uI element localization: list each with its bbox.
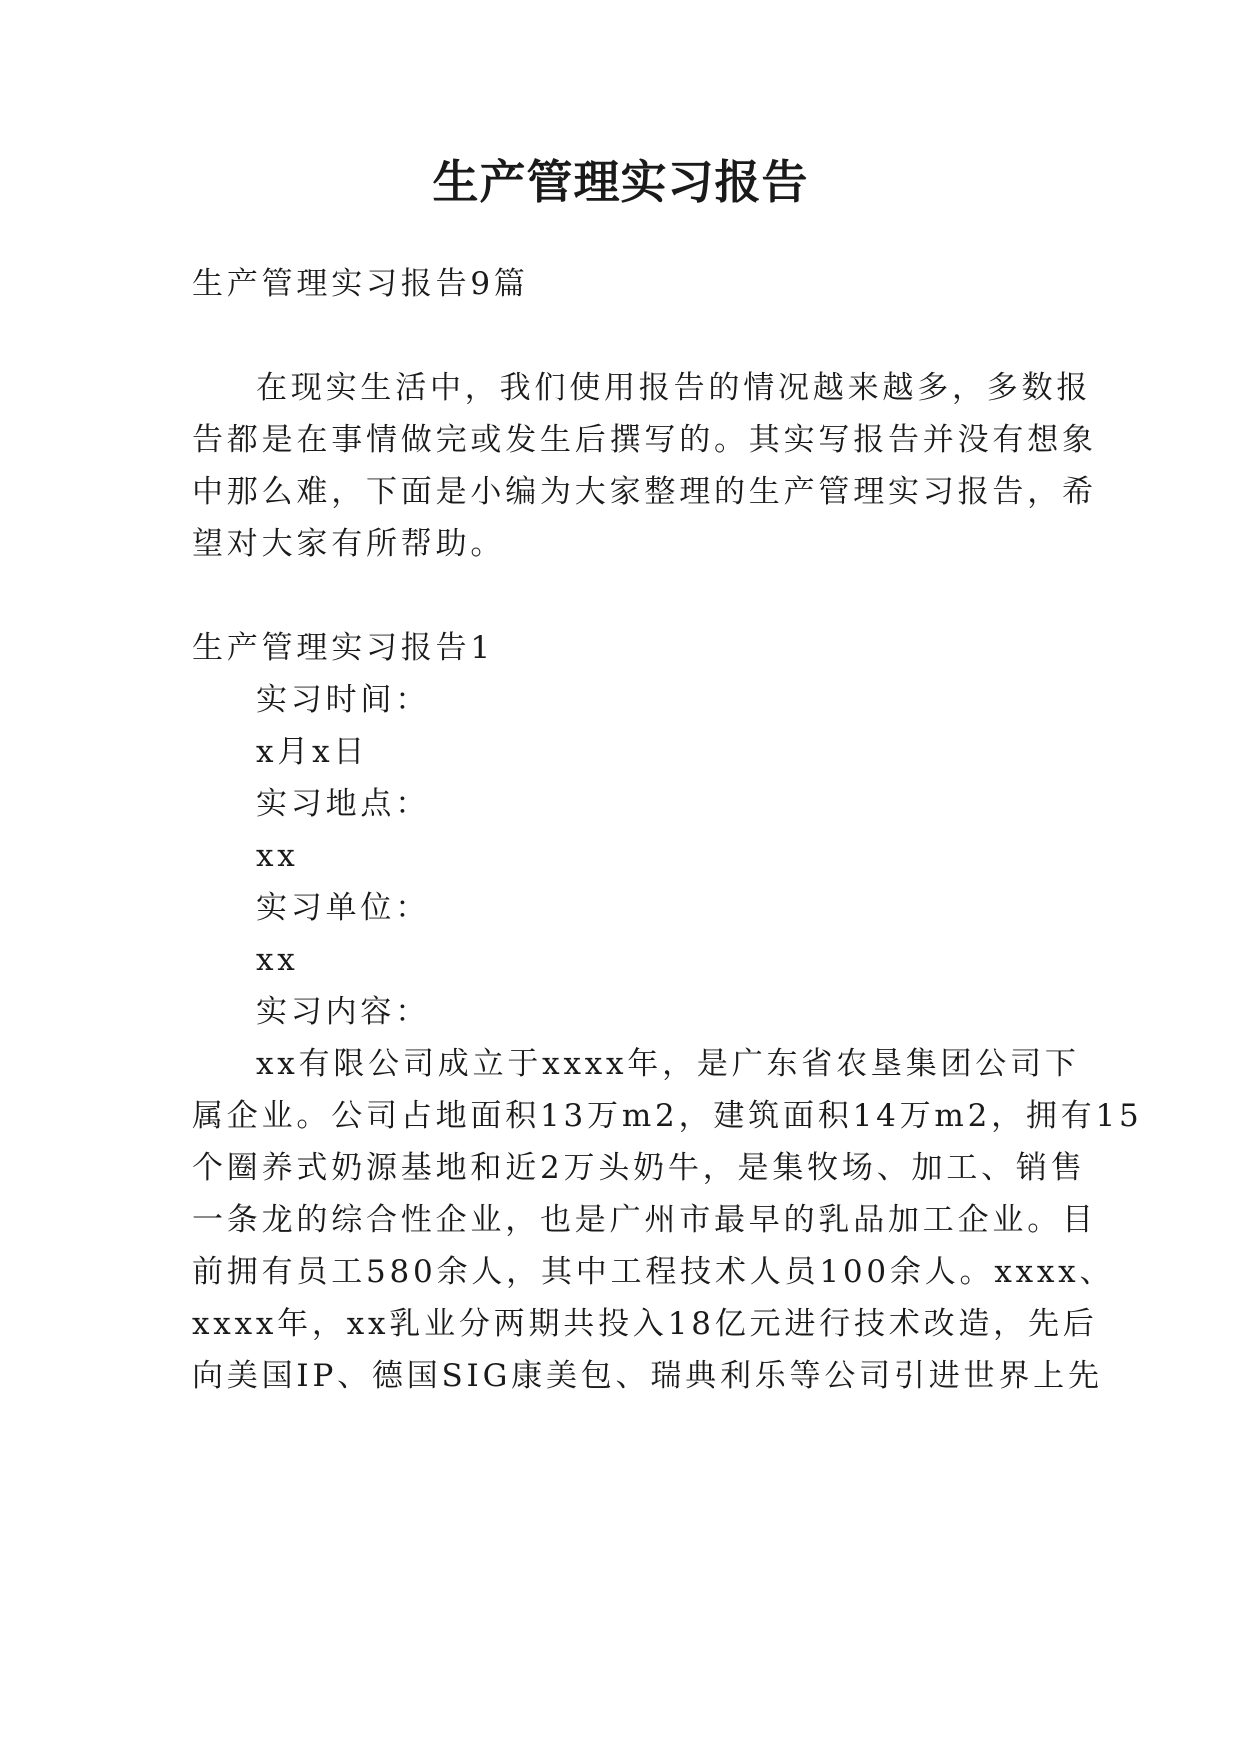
- body-line: xxxx年，xx乳业分两期共投入18亿元进行技术改造，先后: [192, 1306, 1098, 1342]
- field-label-location: 实习地点：: [256, 786, 430, 822]
- intro-line: 中那么难，下面是小编为大家整理的生产管理实习报告，希: [192, 474, 1097, 510]
- body-line: 向美国IP、德国SIG康美包、瑞典利乐等公司引进世界上先: [192, 1358, 1103, 1394]
- field-value-unit: xx: [256, 942, 299, 978]
- field-value-time: x月x日: [256, 734, 369, 770]
- body-line: xx有限公司成立于xxxx年，是广东省农垦集团公司下: [256, 1046, 1080, 1082]
- intro-line: 在现实生活中，我们使用报告的情况越来越多，多数报: [256, 370, 1092, 406]
- body-line: 个圈养式奶源基地和近2万头奶牛，是集牧场、加工、销售: [192, 1150, 1086, 1186]
- body-line: 属企业。公司占地面积13万m2，建筑面积14万m2，拥有15: [192, 1098, 1143, 1134]
- field-label-time: 实习时间：: [256, 682, 430, 718]
- intro-line: 望对大家有所帮助。: [192, 526, 506, 562]
- field-value-location: xx: [256, 838, 299, 874]
- section-heading: 生产管理实习报告1: [192, 630, 494, 666]
- document-subtitle: 生产管理实习报告9篇: [192, 266, 529, 302]
- body-line: 一条龙的综合性企业，也是广州市最早的乳品加工企业。目: [192, 1202, 1097, 1238]
- document-title: 生产管理实习报告: [432, 155, 809, 209]
- body-line: 前拥有员工580余人，其中工程技术人员100余人。xxxx、: [192, 1254, 1115, 1290]
- intro-line: 告都是在事情做完或发生后撰写的。其实写报告并没有想象: [192, 422, 1097, 458]
- field-label-content: 实习内容：: [256, 994, 430, 1030]
- field-label-unit: 实习单位：: [256, 890, 430, 926]
